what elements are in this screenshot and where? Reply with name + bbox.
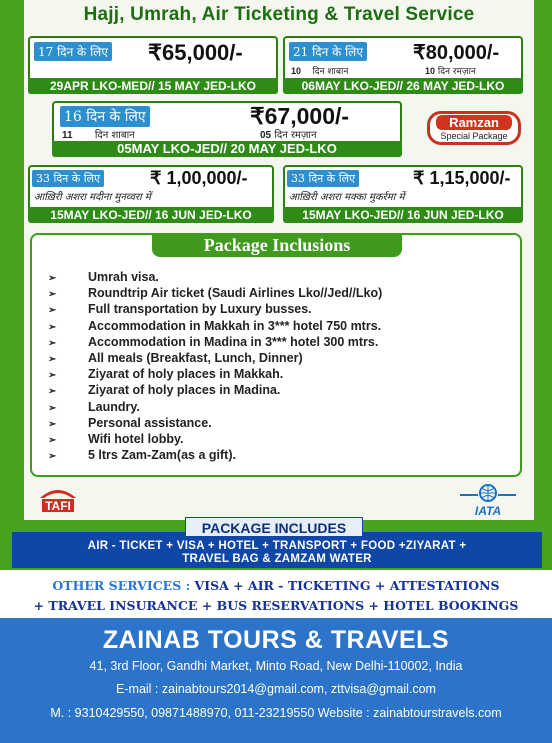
list-item: ➢ Full transportation by Luxury busses. <box>48 301 382 317</box>
package-card-4 <box>28 165 274 223</box>
package-card-5 <box>283 165 523 223</box>
list-item: ➢ Accommodation in Makkah in 3*** hotel 750 mtrs. <box>48 318 382 334</box>
ramzan-badge <box>427 111 521 145</box>
arrow-bullet-icon: ➢ <box>48 434 57 446</box>
package-price: ₹65,000/- <box>148 40 243 65</box>
package-includes-line1: AIR - TICKET + VISA + HOTEL + TRANSPORT + FOOD +ZIYARAT + <box>87 540 467 552</box>
arrow-bullet-icon: ➢ <box>48 305 57 317</box>
inclusions-list <box>48 269 382 463</box>
package-card-2 <box>283 36 523 94</box>
company-email: E-mail : zainabtours2014@gmail.com, zttvisa@gmail.com <box>116 682 436 696</box>
company-name: ZAINAB TOURS & TRAVELS <box>102 626 450 654</box>
arrow-bullet-icon: ➢ <box>48 418 57 430</box>
iata-logo <box>458 483 518 517</box>
arrow-bullet-icon: ➢ <box>48 273 57 284</box>
package-card-1 <box>28 36 278 94</box>
package-route: 15MAY LKO-JED// 16 JUN JED-LKO <box>28 207 274 223</box>
arrow-bullet-icon: ➢ <box>48 402 57 414</box>
page-title: Hajj, Umrah, Air Ticketing & Travel Service <box>83 4 475 25</box>
package-days: 21 दिन के लिए <box>289 42 367 61</box>
package-route: 29APR LKO-MED// 15 MAY JED-LKO <box>28 78 278 94</box>
tafi-logo-text: TAFI <box>45 499 71 513</box>
other-services <box>0 570 552 618</box>
inclusions-box <box>30 233 522 477</box>
package-route: 05MAY LKO-JED// 20 MAY JED-LKO <box>52 141 402 157</box>
package-price: ₹ 1,15,000/- <box>413 168 511 188</box>
package-days: 33 दिन के लिए <box>287 170 359 187</box>
list-item: ➢ All meals (Breakfast, Lunch, Dinner) <box>48 350 382 366</box>
contact-footer <box>0 618 552 743</box>
list-item: ➢ Umrah visa. <box>48 269 382 285</box>
arrow-bullet-icon: ➢ <box>48 321 57 333</box>
package-sub-right: 05 दिन रमज़ान <box>260 130 317 141</box>
arrow-bullet-icon: ➢ <box>48 353 57 365</box>
package-days: 33 दिन के लिए <box>32 170 104 187</box>
list-item: ➢ Wifi hotel lobby. <box>48 431 382 447</box>
list-item: ➢ Roundtrip Air ticket (Saudi Airlines Lko//Jed//Lko) <box>48 285 382 301</box>
package-sub-left: 10 दिन शाबान <box>291 66 349 77</box>
package-price: ₹80,000/- <box>413 42 500 64</box>
package-note: आख़िरी अशरा मदीना मुनव्वरा में <box>34 192 151 203</box>
list-item: ➢ Ziyarat of holy places in Makkah. <box>48 366 382 382</box>
list-item: ➢ Laundry. <box>48 399 382 415</box>
list-item: ➢ Ziyarat of holy places in Madina. <box>48 382 382 398</box>
arrow-bullet-icon: ➢ <box>48 337 57 349</box>
package-includes-title: PACKAGE INCLUDES <box>185 517 363 537</box>
list-item: ➢ Personal assistance. <box>48 415 382 431</box>
company-address: 41, 3rd Floor, Gandhi Market, Minto Road, New Delhi-110002, India <box>89 659 463 673</box>
arrow-bullet-icon: ➢ <box>48 370 57 382</box>
list-item: ➢ Accommodation in Madina in 3*** hotel 300 mtrs. <box>48 334 382 350</box>
package-price: ₹ 1,00,000/- <box>150 168 248 188</box>
other-services-line1: OTHER SERVICES : VISA + AIR - TICKETING + ATTESTATIONS <box>52 578 500 593</box>
tafi-logo <box>36 484 80 514</box>
iata-logo-text: IATA <box>474 504 502 517</box>
ramzan-subtitle: Special Package <box>440 131 508 141</box>
package-price: ₹67,000/- <box>250 103 350 129</box>
ramzan-title: Ramzan <box>436 115 512 130</box>
package-sub-right: 10 दिन रमज़ान <box>425 66 476 77</box>
package-sub-left: 11 दिन शाबान <box>62 130 135 141</box>
arrow-bullet-icon: ➢ <box>48 386 57 398</box>
package-days: 16 दिन के लिए <box>60 106 150 127</box>
company-phone: M. : 9310429550, 09871488970, 011-23219550 Website : zainabtourstravels.com <box>50 706 502 720</box>
other-services-line2: + TRAVEL INSURANCE + BUS RESERVATIONS + HOTEL BOOKINGS <box>33 598 519 613</box>
package-card-3 <box>52 101 402 157</box>
package-days: 17 दिन के लिए <box>34 42 112 61</box>
package-includes-line2: TRAVEL BAG & ZAMZAM WATER <box>182 553 372 565</box>
package-route: 15MAY LKO-JED// 16 JUN JED-LKO <box>283 207 523 223</box>
list-item: ➢ 5 ltrs Zam-Zam(as a gift). <box>48 447 382 463</box>
package-note: आख़िरी अशरा मक्का मुकर्रमा में <box>289 192 405 203</box>
package-route: 06MAY LKO-JED// 26 MAY JED-LKO <box>283 78 523 94</box>
inclusions-title: Package Inclusions <box>152 233 402 257</box>
arrow-bullet-icon: ➢ <box>48 451 57 463</box>
arrow-bullet-icon: ➢ <box>48 289 57 301</box>
